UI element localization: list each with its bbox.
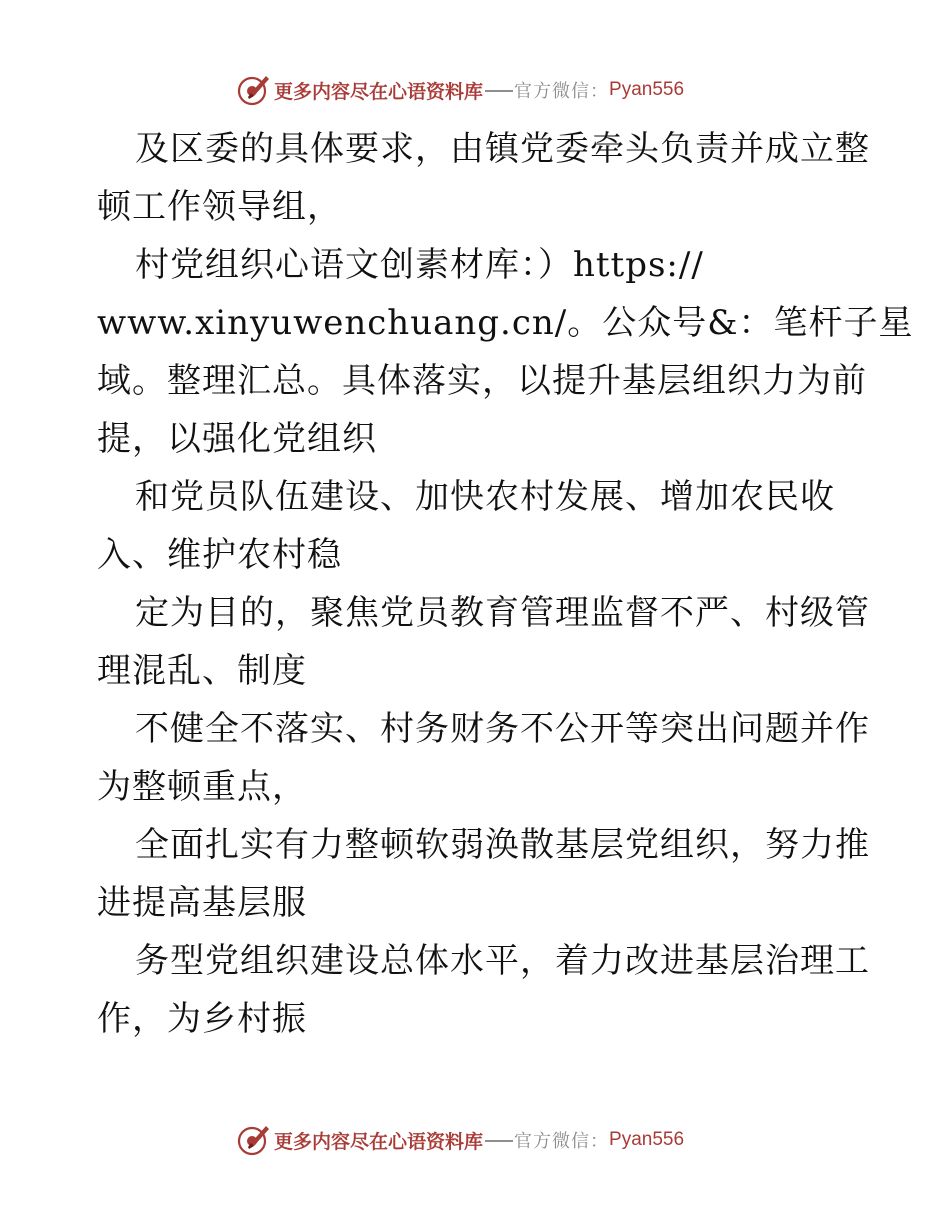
text-line: 作，为乡村振 [97, 999, 307, 1039]
text-line: 入、维护农村稳 [97, 535, 342, 575]
text-line: www.xinyuwenchuang.cn/。公众号&：笔杆子星 [97, 303, 914, 343]
banner-site-text: 更多内容尽在心语资料库 [274, 1130, 484, 1153]
text-line: 务型党组织建设总体水平，着力改进基层治理工 [135, 941, 870, 981]
text-line: 及区委的具体要求，由镇党委牵头负责并成立整 [135, 129, 870, 169]
document-body [97, 120, 914, 1048]
quill-logo-icon [236, 73, 270, 107]
text-line: 全面扎实有力整顿软弱涣散基层党组织，努力推 [135, 825, 870, 865]
banner-wechat-label: 官方微信： [514, 1131, 610, 1152]
header-banner [236, 72, 684, 108]
banner-site-text: 更多内容尽在心语资料库 [274, 80, 484, 103]
text-line: 理混乱、制度 [97, 651, 307, 691]
text-line: 进提高基层服 [97, 883, 307, 923]
text-line: 为整顿重点， [97, 767, 307, 807]
text-line: 提，以强化党组织 [97, 419, 377, 459]
banner-divider [485, 90, 513, 92]
text-line: 顿工作领导组， [97, 187, 342, 227]
text-line: 不健全不落实、村务财务不公开等突出问题并作 [135, 709, 870, 749]
text-line: 和党员队伍建设、加快农村发展、增加农民收 [135, 477, 835, 517]
quill-logo-icon [236, 1123, 270, 1157]
banner-wechat-id: Pyan556 [609, 1129, 685, 1150]
banner-divider [485, 1140, 513, 1142]
footer-banner [236, 1122, 684, 1158]
banner-wechat-id: Pyan556 [609, 79, 685, 100]
text-line: 村党组织心语文创素材库：）https:// [135, 245, 704, 285]
text-line: 域。整理汇总。具体落实，以提升基层组织力为前 [97, 361, 867, 401]
banner-wechat-label: 官方微信： [514, 81, 610, 102]
text-line: 定为目的，聚焦党员教育管理监督不严、村级管 [135, 593, 870, 633]
